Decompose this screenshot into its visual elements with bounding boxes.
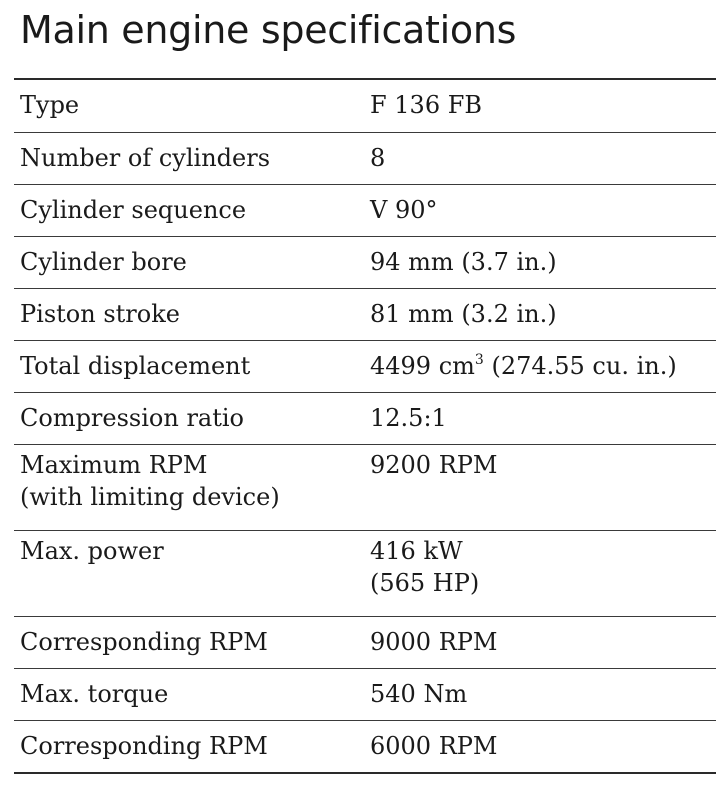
table-row — [14, 340, 716, 392]
row-label: Max. torque — [20, 680, 169, 708]
row-value: 416 kW (565 HP) — [370, 537, 480, 597]
row-label: Compression ratio — [20, 404, 245, 432]
table-row — [14, 236, 716, 288]
table-row — [14, 720, 716, 772]
row-value: 540 Nm — [370, 680, 468, 708]
row-value: 6000 RPM — [370, 732, 498, 760]
row-value: V 90° — [370, 196, 438, 224]
table-row — [14, 184, 716, 236]
table-row — [14, 444, 716, 530]
table-row — [14, 132, 716, 184]
table-row — [14, 392, 716, 444]
row-label: Cylinder bore — [20, 248, 187, 276]
row-value: 9000 RPM — [370, 628, 498, 656]
row-label: Maximum RPM (with limiting device) — [20, 451, 280, 511]
row-value: 8 — [370, 144, 386, 172]
row-value: 81 mm (3.2 in.) — [370, 300, 557, 328]
table-row — [14, 80, 716, 132]
row-label: Total displacement — [20, 352, 251, 380]
row-value: 94 mm (3.7 in.) — [370, 248, 557, 276]
table-row — [14, 616, 716, 668]
value-imperial: (274.55 cu. in.) — [483, 352, 677, 380]
spec-table — [14, 78, 716, 774]
row-label: Cylinder sequence — [20, 196, 247, 224]
row-value: 12.5:1 — [370, 404, 447, 432]
row-label: Piston stroke — [20, 300, 180, 328]
table-row — [14, 288, 716, 340]
row-value: F 136 FB — [370, 91, 483, 119]
row-value: 9200 RPM — [370, 451, 498, 479]
row-label: Type — [20, 91, 80, 119]
value-number: 4499 cm — [370, 352, 475, 380]
row-label: Corresponding RPM — [20, 732, 268, 760]
table-row — [14, 530, 716, 616]
superscript: 3 — [474, 352, 484, 368]
row-label: Max. power — [20, 537, 164, 565]
page-title: Main engine specifications — [20, 8, 517, 52]
row-label: Corresponding RPM — [20, 628, 268, 656]
table-row — [14, 668, 716, 720]
row-value — [370, 350, 716, 392]
row-label: Number of cylinders — [20, 144, 271, 172]
